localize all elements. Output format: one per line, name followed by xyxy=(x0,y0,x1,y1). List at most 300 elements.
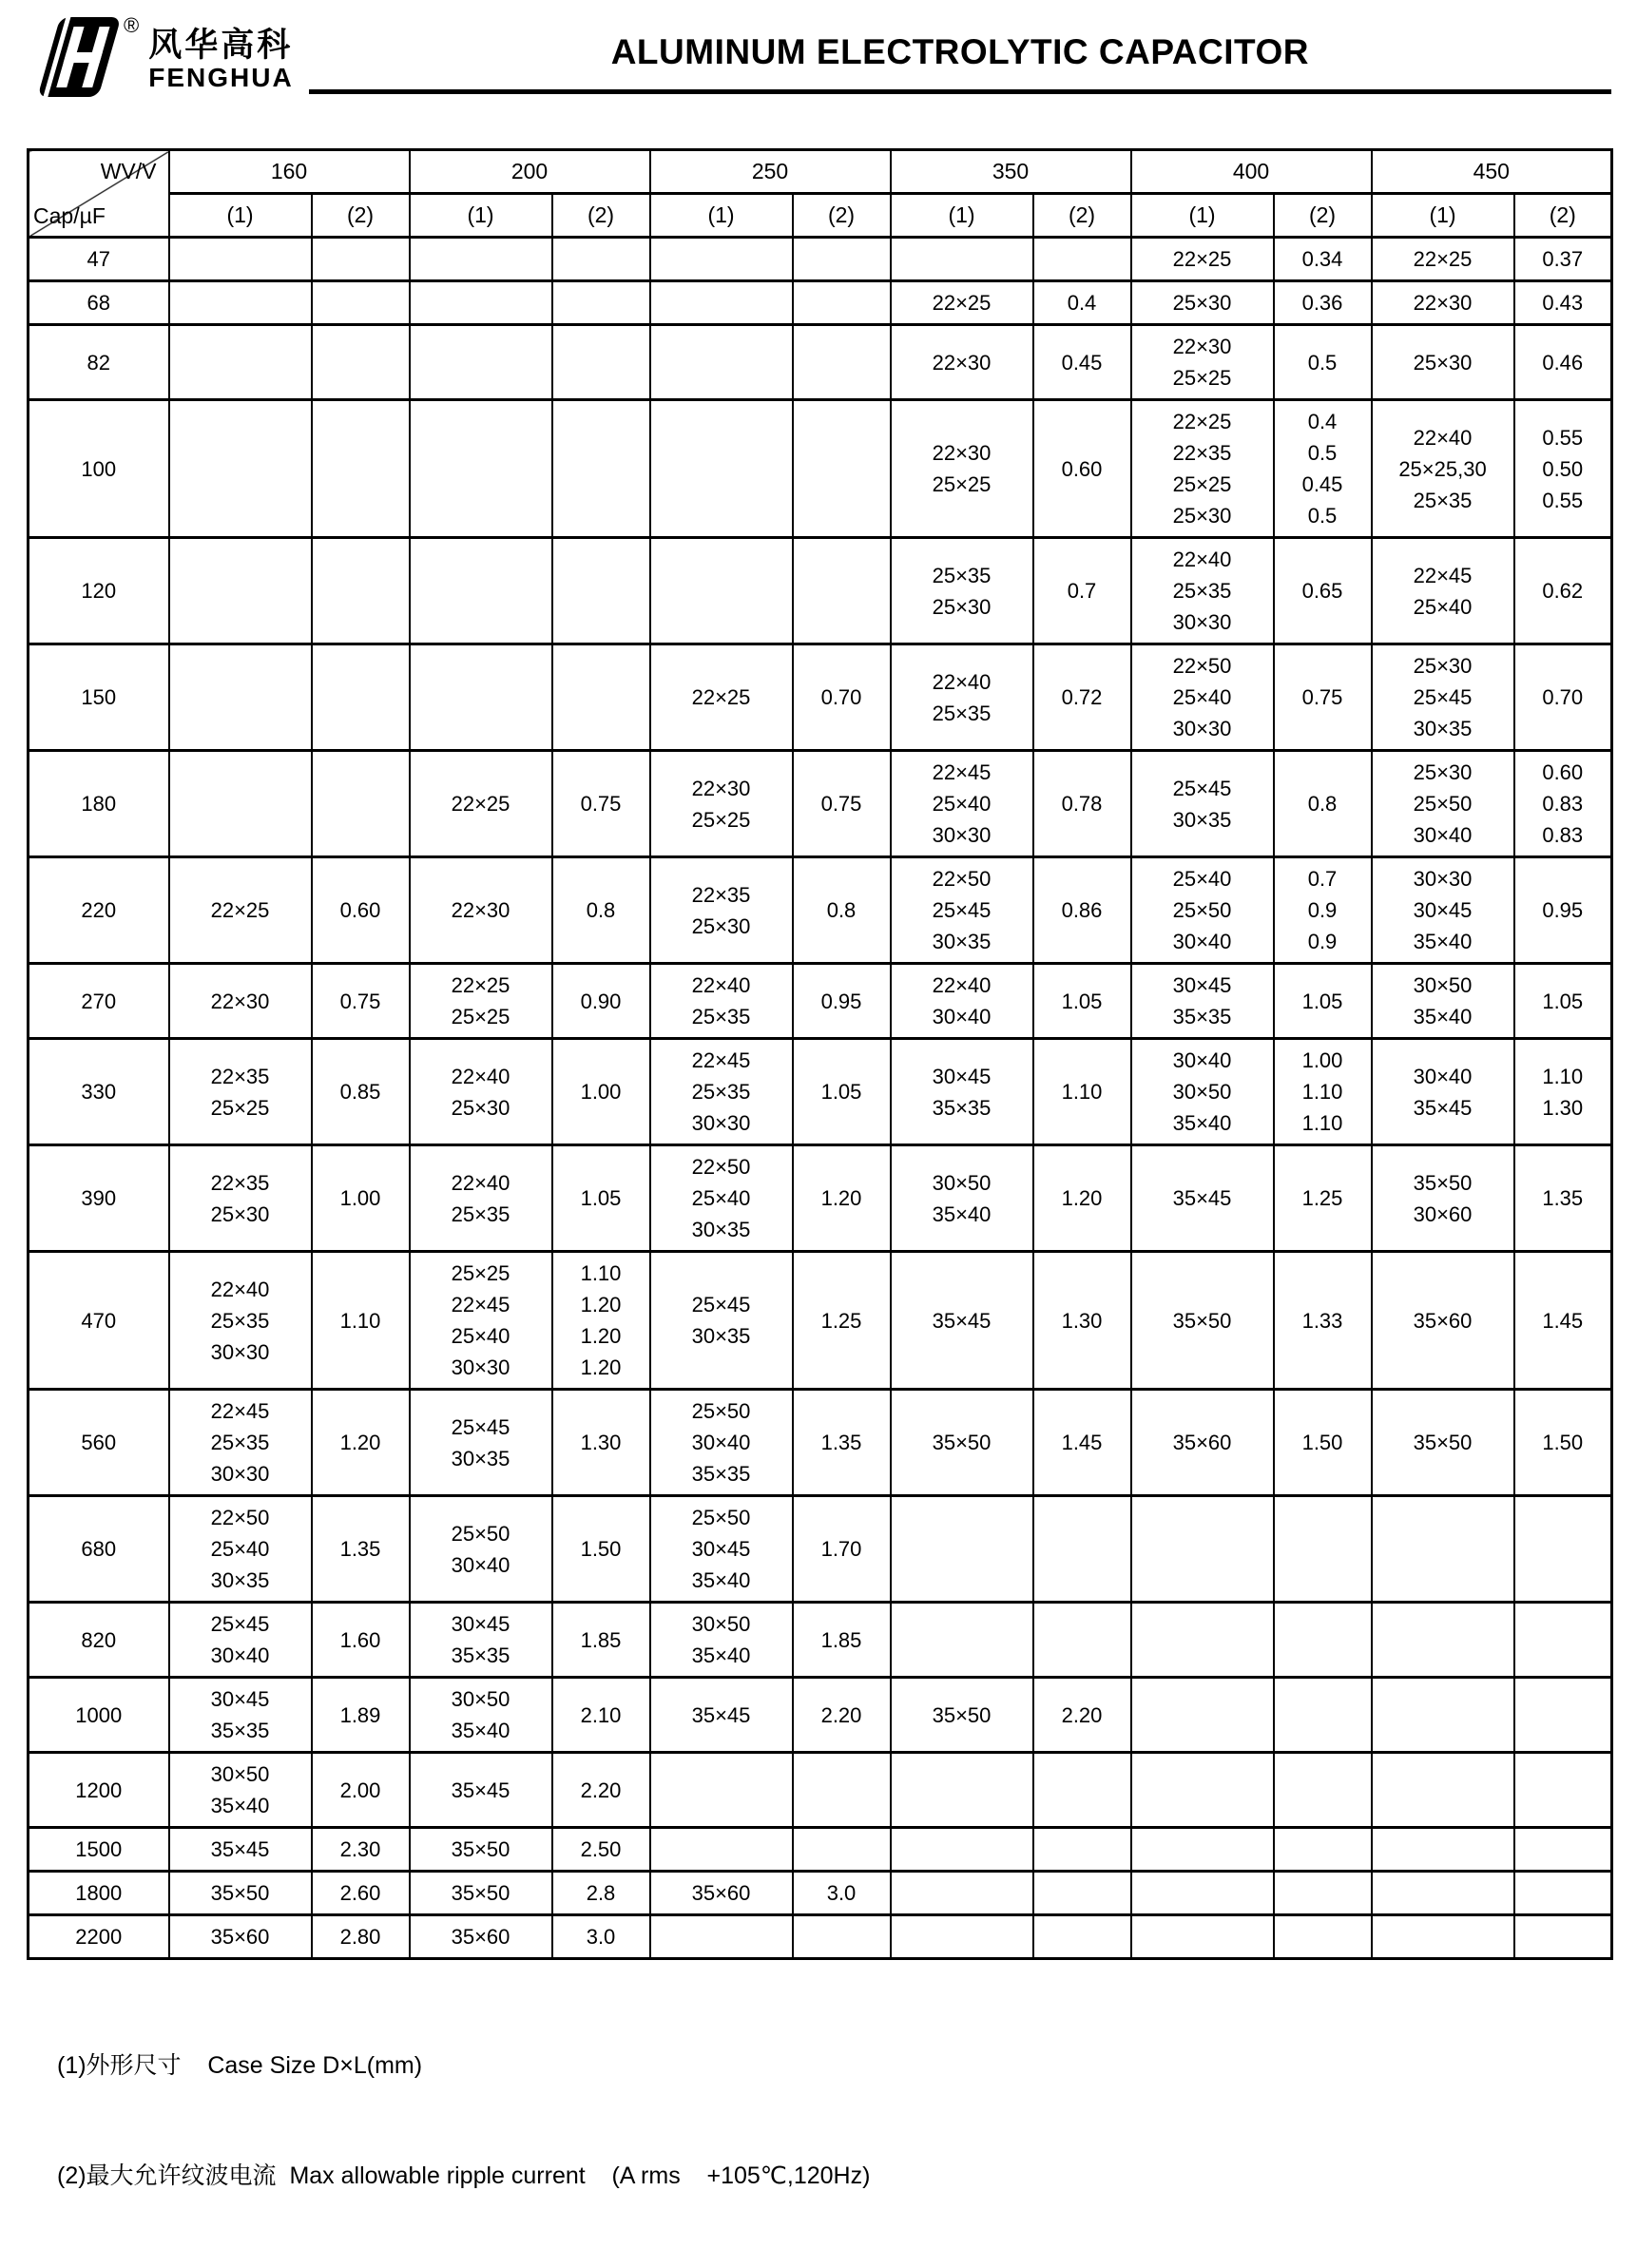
case-size-cell xyxy=(1372,1915,1514,1959)
subheader-cell: (1) xyxy=(1372,194,1514,238)
case-size-cell xyxy=(650,1828,793,1872)
ripple-current-cell: 0.46 xyxy=(1514,325,1612,400)
ripple-current-cell: 2.20 xyxy=(1033,1678,1131,1753)
case-size-cell: 35×50 xyxy=(410,1872,552,1915)
table-row xyxy=(29,964,1612,1039)
case-size-cell: 35×60 xyxy=(169,1915,312,1959)
table-row xyxy=(29,1828,1612,1872)
ripple-current-cell xyxy=(793,325,891,400)
ripple-current-cell xyxy=(793,238,891,281)
table-row xyxy=(29,1252,1612,1390)
ripple-current-cell: 1.25 xyxy=(1274,1145,1372,1252)
table-row xyxy=(29,238,1612,281)
ripple-current-cell xyxy=(1274,1496,1372,1603)
ripple-current-cell xyxy=(1274,1872,1372,1915)
case-size-cell: 22×50 25×40 30×30 xyxy=(1131,644,1274,751)
page-header xyxy=(27,15,1611,101)
cap-value-cell: 68 xyxy=(29,281,169,325)
ripple-current-cell xyxy=(1514,1828,1612,1872)
ripple-current-cell xyxy=(1033,1603,1131,1678)
voltage-header-cell: 350 xyxy=(891,150,1131,194)
ripple-current-cell: 1.85 xyxy=(552,1603,650,1678)
case-size-cell xyxy=(410,400,552,538)
ripple-current-cell xyxy=(1274,1603,1372,1678)
ripple-current-cell: 2.60 xyxy=(312,1872,410,1915)
ripple-current-cell xyxy=(312,751,410,857)
case-size-cell: 30×45 35×35 xyxy=(891,1039,1033,1145)
case-size-cell: 30×40 35×45 xyxy=(1372,1039,1514,1145)
ripple-current-cell: 0.78 xyxy=(1033,751,1131,857)
ripple-current-cell: 2.50 xyxy=(552,1828,650,1872)
case-size-cell xyxy=(410,644,552,751)
ripple-current-cell: 1.05 xyxy=(1274,964,1372,1039)
ripple-current-cell xyxy=(793,400,891,538)
case-size-cell: 35×60 xyxy=(1131,1390,1274,1496)
case-size-cell xyxy=(1372,1872,1514,1915)
case-size-cell: 35×50 30×60 xyxy=(1372,1145,1514,1252)
ripple-current-cell: 0.72 xyxy=(1033,644,1131,751)
case-size-cell: 22×25 25×25 xyxy=(410,964,552,1039)
case-size-cell xyxy=(1131,1915,1274,1959)
case-size-cell: 22×45 25×40 xyxy=(1372,538,1514,644)
ripple-current-cell: 0.60 0.83 0.83 xyxy=(1514,751,1612,857)
case-size-cell: 22×40 30×40 xyxy=(891,964,1033,1039)
ripple-current-cell: 1.05 xyxy=(1033,964,1131,1039)
case-size-cell: 22×30 25×25 xyxy=(1131,325,1274,400)
ripple-current-cell xyxy=(552,538,650,644)
table-row xyxy=(29,1390,1612,1496)
case-size-cell xyxy=(891,1915,1033,1959)
ripple-current-cell xyxy=(552,281,650,325)
table-row xyxy=(29,281,1612,325)
case-size-cell xyxy=(650,281,793,325)
cap-value-cell: 390 xyxy=(29,1145,169,1252)
case-size-cell: 25×45 30×35 xyxy=(410,1390,552,1496)
ripple-current-cell: 3.0 xyxy=(552,1915,650,1959)
ripple-current-cell: 0.70 xyxy=(793,644,891,751)
ripple-current-cell xyxy=(793,281,891,325)
cap-value-cell: 1000 xyxy=(29,1678,169,1753)
case-size-cell: 22×25 xyxy=(1372,238,1514,281)
table-row xyxy=(29,1145,1612,1252)
case-size-cell: 30×50 35×40 xyxy=(650,1603,793,1678)
case-size-cell xyxy=(410,238,552,281)
voltage-header-cell: 450 xyxy=(1372,150,1612,194)
case-size-cell: 25×25 22×45 25×40 30×30 xyxy=(410,1252,552,1390)
fenghua-logo-icon xyxy=(27,15,122,101)
ripple-current-cell xyxy=(1274,1828,1372,1872)
case-size-cell xyxy=(1372,1828,1514,1872)
ripple-current-cell xyxy=(312,644,410,751)
ripple-current-cell: 1.30 xyxy=(1033,1252,1131,1390)
case-size-cell: 35×45 xyxy=(410,1753,552,1828)
corner-label-capacitance: Cap/µF xyxy=(33,203,106,228)
table-row xyxy=(29,1678,1612,1753)
cap-value-cell: 820 xyxy=(29,1603,169,1678)
voltage-header-cell: 200 xyxy=(410,150,650,194)
ripple-current-cell: 1.20 xyxy=(312,1390,410,1496)
ripple-current-cell: 1.85 xyxy=(793,1603,891,1678)
logo-chinese-name: 风华高科 xyxy=(148,27,294,64)
ripple-current-cell: 1.35 xyxy=(1514,1145,1612,1252)
case-size-cell xyxy=(1372,1678,1514,1753)
case-size-cell xyxy=(1372,1496,1514,1603)
page-title: ALUMINUM ELECTROLYTIC CAPACITOR xyxy=(610,32,1309,71)
case-size-cell: 35×50 xyxy=(1372,1390,1514,1496)
cap-value-cell: 2200 xyxy=(29,1915,169,1959)
ripple-current-cell xyxy=(1033,238,1131,281)
case-size-cell: 35×45 xyxy=(1131,1145,1274,1252)
ripple-current-cell: 3.0 xyxy=(793,1872,891,1915)
case-size-cell: 35×60 xyxy=(650,1872,793,1915)
table-row xyxy=(29,1915,1612,1959)
case-size-cell: 22×25 xyxy=(891,281,1033,325)
case-size-cell: 35×50 xyxy=(891,1678,1033,1753)
ripple-current-cell: 1.05 xyxy=(793,1039,891,1145)
ripple-current-cell: 1.05 xyxy=(1514,964,1612,1039)
case-size-cell xyxy=(1372,1603,1514,1678)
case-size-cell xyxy=(169,325,312,400)
case-size-cell: 30×45 35×35 xyxy=(1131,964,1274,1039)
case-size-cell xyxy=(891,1753,1033,1828)
logo-text xyxy=(148,15,293,93)
table-row xyxy=(29,857,1612,964)
subheader-cell: (1) xyxy=(1131,194,1274,238)
ripple-current-cell: 1.00 xyxy=(312,1145,410,1252)
subheader-cell: (1) xyxy=(169,194,312,238)
case-size-cell: 30×40 30×50 35×40 xyxy=(1131,1039,1274,1145)
case-size-cell xyxy=(891,1603,1033,1678)
case-size-cell: 22×40 25×35 xyxy=(410,1145,552,1252)
case-size-cell xyxy=(891,1828,1033,1872)
case-size-cell: 22×45 25×35 30×30 xyxy=(650,1039,793,1145)
cap-value-cell: 150 xyxy=(29,644,169,751)
ripple-current-cell xyxy=(1514,1872,1612,1915)
voltage-header-cell: 250 xyxy=(650,150,891,194)
cap-value-cell: 82 xyxy=(29,325,169,400)
case-size-cell: 35×45 xyxy=(650,1678,793,1753)
table-body xyxy=(29,238,1612,1959)
ripple-current-cell: 0.75 xyxy=(1274,644,1372,751)
table-row xyxy=(29,1872,1612,1915)
ripple-current-cell: 2.20 xyxy=(552,1753,650,1828)
case-size-cell: 35×50 xyxy=(1131,1252,1274,1390)
fenghua-logo xyxy=(27,15,294,101)
table-row xyxy=(29,1603,1612,1678)
voltage-header-cell: 400 xyxy=(1131,150,1372,194)
case-size-cell: 25×30 25×50 30×40 xyxy=(1372,751,1514,857)
ripple-current-cell: 0.37 xyxy=(1514,238,1612,281)
cap-value-cell: 560 xyxy=(29,1390,169,1496)
ripple-current-cell: 1.50 xyxy=(552,1496,650,1603)
subheader-cell: (1) xyxy=(891,194,1033,238)
ripple-current-cell: 0.75 xyxy=(793,751,891,857)
case-size-cell: 35×50 xyxy=(169,1872,312,1915)
ripple-current-cell xyxy=(1514,1678,1612,1753)
case-size-cell: 22×30 xyxy=(891,325,1033,400)
case-size-cell: 22×30 xyxy=(1372,281,1514,325)
case-size-cell: 22×40 25×35 xyxy=(891,644,1033,751)
case-size-cell xyxy=(1131,1603,1274,1678)
ripple-current-cell: 1.20 xyxy=(793,1145,891,1252)
case-size-cell: 22×30 25×25 xyxy=(650,751,793,857)
case-size-cell: 22×25 22×35 25×25 25×30 xyxy=(1131,400,1274,538)
case-size-cell: 30×50 35×40 xyxy=(891,1145,1033,1252)
ripple-current-cell: 0.4 xyxy=(1033,281,1131,325)
ripple-current-cell xyxy=(1514,1915,1612,1959)
voltage-header-row xyxy=(29,150,1612,194)
ripple-current-cell xyxy=(1033,1915,1131,1959)
case-size-cell: 30×45 35×35 xyxy=(410,1603,552,1678)
cap-value-cell: 1800 xyxy=(29,1872,169,1915)
cap-value-cell: 680 xyxy=(29,1496,169,1603)
case-size-cell xyxy=(410,281,552,325)
case-size-cell xyxy=(410,538,552,644)
ripple-current-cell: 1.20 xyxy=(1033,1145,1131,1252)
ripple-current-cell xyxy=(1274,1678,1372,1753)
ripple-current-cell xyxy=(793,1753,891,1828)
ripple-current-cell: 2.8 xyxy=(552,1872,650,1915)
ripple-current-cell: 0.36 xyxy=(1274,281,1372,325)
cap-value-cell: 330 xyxy=(29,1039,169,1145)
ripple-current-cell: 0.43 xyxy=(1514,281,1612,325)
ripple-current-cell: 1.33 xyxy=(1274,1252,1372,1390)
corner-label-voltage: WV/V xyxy=(100,159,157,183)
voltage-header-cell: 160 xyxy=(169,150,410,194)
table-row xyxy=(29,644,1612,751)
subheader-cell: (2) xyxy=(1033,194,1131,238)
case-size-cell: 25×50 30×40 xyxy=(410,1496,552,1603)
footnote-ripple-current: (2)最大允许纹波电流 Max allowable ripple current (A rms +105℃,120Hz) xyxy=(57,2162,871,2189)
table-row xyxy=(29,400,1612,538)
capacitor-spec-table xyxy=(27,148,1613,1960)
ripple-current-cell: 2.10 xyxy=(552,1678,650,1753)
case-size-cell xyxy=(1372,1753,1514,1828)
cap-value-cell: 1500 xyxy=(29,1828,169,1872)
ripple-current-cell: 1.10 1.30 xyxy=(1514,1039,1612,1145)
ripple-current-cell: 0.45 xyxy=(1033,325,1131,400)
subheader-cell: (1) xyxy=(650,194,793,238)
ripple-current-cell xyxy=(312,538,410,644)
case-size-cell xyxy=(169,400,312,538)
case-size-cell: 25×50 30×40 35×35 xyxy=(650,1390,793,1496)
ripple-current-cell: 1.60 xyxy=(312,1603,410,1678)
ripple-current-cell xyxy=(552,238,650,281)
case-size-cell: 25×30 xyxy=(1372,325,1514,400)
ripple-current-cell: 1.45 xyxy=(1514,1252,1612,1390)
case-size-cell xyxy=(650,400,793,538)
ripple-current-cell: 0.5 xyxy=(1274,325,1372,400)
case-size-cell xyxy=(891,1496,1033,1603)
ripple-current-cell: 1.10 1.20 1.20 1.20 xyxy=(552,1252,650,1390)
case-size-cell: 22×35 25×30 xyxy=(650,857,793,964)
case-size-cell: 30×50 35×40 xyxy=(169,1753,312,1828)
cap-value-cell: 220 xyxy=(29,857,169,964)
ripple-current-cell: 1.89 xyxy=(312,1678,410,1753)
ripple-current-cell xyxy=(312,238,410,281)
ripple-current-cell xyxy=(312,281,410,325)
ripple-current-cell xyxy=(312,400,410,538)
case-size-cell: 22×30 25×25 xyxy=(891,400,1033,538)
ripple-current-cell xyxy=(552,400,650,538)
cap-value-cell: 100 xyxy=(29,400,169,538)
ripple-current-cell: 1.10 xyxy=(1033,1039,1131,1145)
table-row xyxy=(29,1496,1612,1603)
case-size-cell xyxy=(891,238,1033,281)
ripple-current-cell: 2.20 xyxy=(793,1678,891,1753)
case-size-cell: 22×35 25×25 xyxy=(169,1039,312,1145)
case-size-cell xyxy=(650,538,793,644)
case-size-cell: 22×40 25×35 xyxy=(650,964,793,1039)
case-size-cell: 25×30 25×45 30×35 xyxy=(1372,644,1514,751)
ripple-current-cell xyxy=(1514,1603,1612,1678)
ripple-current-cell: 0.55 0.50 0.55 xyxy=(1514,400,1612,538)
table-row xyxy=(29,751,1612,857)
case-size-cell: 22×25 xyxy=(169,857,312,964)
ripple-current-cell: 1.05 xyxy=(552,1145,650,1252)
case-size-cell: 35×50 xyxy=(410,1828,552,1872)
case-size-cell: 35×45 xyxy=(891,1252,1033,1390)
subheader-cell: (2) xyxy=(793,194,891,238)
title-rule xyxy=(309,23,1611,94)
case-size-cell: 22×30 xyxy=(410,857,552,964)
subheader-row xyxy=(29,194,1612,238)
case-size-cell: 22×40 25×30 xyxy=(410,1039,552,1145)
case-size-cell: 25×50 30×45 35×40 xyxy=(650,1496,793,1603)
ripple-current-cell: 0.7 0.9 0.9 xyxy=(1274,857,1372,964)
ripple-current-cell xyxy=(552,644,650,751)
case-size-cell: 22×40 25×35 30×30 xyxy=(1131,538,1274,644)
subheader-cell: (2) xyxy=(1514,194,1612,238)
ripple-current-cell: 0.85 xyxy=(312,1039,410,1145)
ripple-current-cell: 1.35 xyxy=(312,1496,410,1603)
cap-value-cell: 47 xyxy=(29,238,169,281)
ripple-current-cell: 1.10 xyxy=(312,1252,410,1390)
ripple-current-cell xyxy=(1033,1872,1131,1915)
ripple-current-cell xyxy=(552,325,650,400)
ripple-current-cell xyxy=(1274,1753,1372,1828)
ripple-current-cell: 0.95 xyxy=(1514,857,1612,964)
case-size-cell: 22×40 25×35 30×30 xyxy=(169,1252,312,1390)
ripple-current-cell xyxy=(1033,1496,1131,1603)
ripple-current-cell: 0.90 xyxy=(552,964,650,1039)
subheader-cell: (2) xyxy=(1274,194,1372,238)
cap-value-cell: 120 xyxy=(29,538,169,644)
case-size-cell: 22×45 25×35 30×30 xyxy=(169,1390,312,1496)
case-size-cell xyxy=(410,325,552,400)
table-row xyxy=(29,1039,1612,1145)
case-size-cell xyxy=(169,538,312,644)
ripple-current-cell: 2.00 xyxy=(312,1753,410,1828)
case-size-cell: 22×50 25×40 30×35 xyxy=(650,1145,793,1252)
case-size-cell xyxy=(650,238,793,281)
case-size-cell: 22×50 25×40 30×35 xyxy=(169,1496,312,1603)
cap-value-cell: 270 xyxy=(29,964,169,1039)
ripple-current-cell xyxy=(1514,1753,1612,1828)
case-size-cell: 35×50 xyxy=(891,1390,1033,1496)
subheader-cell: (2) xyxy=(312,194,410,238)
registered-trademark-icon: ® xyxy=(124,13,140,37)
case-size-cell xyxy=(1131,1753,1274,1828)
ripple-current-cell xyxy=(312,325,410,400)
table-row xyxy=(29,325,1612,400)
case-size-cell xyxy=(650,325,793,400)
cap-value-cell: 1200 xyxy=(29,1753,169,1828)
ripple-current-cell xyxy=(1514,1496,1612,1603)
ripple-current-cell: 2.30 xyxy=(312,1828,410,1872)
ripple-current-cell: 0.75 xyxy=(312,964,410,1039)
case-size-cell: 22×25 xyxy=(410,751,552,857)
ripple-current-cell: 0.60 xyxy=(1033,400,1131,538)
case-size-cell: 25×45 30×40 xyxy=(169,1603,312,1678)
ripple-current-cell: 2.80 xyxy=(312,1915,410,1959)
table-row xyxy=(29,538,1612,644)
ripple-current-cell xyxy=(1274,1915,1372,1959)
case-size-cell: 35×60 xyxy=(1372,1252,1514,1390)
table-header xyxy=(29,150,1612,238)
ripple-current-cell: 0.75 xyxy=(552,751,650,857)
ripple-current-cell: 1.00 xyxy=(552,1039,650,1145)
ripple-current-cell: 1.30 xyxy=(552,1390,650,1496)
ripple-current-cell: 1.70 xyxy=(793,1496,891,1603)
case-size-cell: 30×45 35×35 xyxy=(169,1678,312,1753)
case-size-cell: 22×50 25×45 30×35 xyxy=(891,857,1033,964)
logo-english-name: FENGHUA xyxy=(148,62,294,92)
case-size-cell xyxy=(1131,1828,1274,1872)
ripple-current-cell: 0.8 xyxy=(793,857,891,964)
case-size-cell xyxy=(169,751,312,857)
case-size-cell: 35×60 xyxy=(410,1915,552,1959)
case-size-cell: 30×30 30×45 35×40 xyxy=(1372,857,1514,964)
case-size-cell: 25×35 25×30 xyxy=(891,538,1033,644)
cap-value-cell: 180 xyxy=(29,751,169,857)
ripple-current-cell: 1.50 xyxy=(1274,1390,1372,1496)
ripple-current-cell: 1.00 1.10 1.10 xyxy=(1274,1039,1372,1145)
ripple-current-cell xyxy=(1033,1828,1131,1872)
case-size-cell: 22×30 xyxy=(169,964,312,1039)
ripple-current-cell: 1.35 xyxy=(793,1390,891,1496)
ripple-current-cell xyxy=(793,538,891,644)
ripple-current-cell: 1.45 xyxy=(1033,1390,1131,1496)
ripple-current-cell: 0.62 xyxy=(1514,538,1612,644)
case-size-cell xyxy=(1131,1678,1274,1753)
case-size-cell: 22×40 25×25,30 25×35 xyxy=(1372,400,1514,538)
corner-header-cell xyxy=(29,150,169,238)
ripple-current-cell: 1.50 xyxy=(1514,1390,1612,1496)
cap-value-cell: 470 xyxy=(29,1252,169,1390)
case-size-cell: 22×45 25×40 30×30 xyxy=(891,751,1033,857)
case-size-cell: 35×45 xyxy=(169,1828,312,1872)
ripple-current-cell: 0.65 xyxy=(1274,538,1372,644)
case-size-cell: 22×35 25×30 xyxy=(169,1145,312,1252)
case-size-cell: 25×45 30×35 xyxy=(1131,751,1274,857)
ripple-current-cell: 0.60 xyxy=(312,857,410,964)
ripple-current-cell: 0.8 xyxy=(1274,751,1372,857)
case-size-cell: 22×25 xyxy=(1131,238,1274,281)
ripple-current-cell xyxy=(793,1828,891,1872)
subheader-cell: (2) xyxy=(552,194,650,238)
footnotes xyxy=(57,1973,1611,2268)
case-size-cell: 30×50 35×40 xyxy=(410,1678,552,1753)
case-size-cell: 25×30 xyxy=(1131,281,1274,325)
ripple-current-cell: 0.86 xyxy=(1033,857,1131,964)
case-size-cell xyxy=(891,1872,1033,1915)
ripple-current-cell: 0.7 xyxy=(1033,538,1131,644)
ripple-current-cell: 0.4 0.5 0.45 0.5 xyxy=(1274,400,1372,538)
ripple-current-cell: 1.25 xyxy=(793,1252,891,1390)
ripple-current-cell xyxy=(1033,1753,1131,1828)
case-size-cell: 25×40 25×50 30×40 xyxy=(1131,857,1274,964)
